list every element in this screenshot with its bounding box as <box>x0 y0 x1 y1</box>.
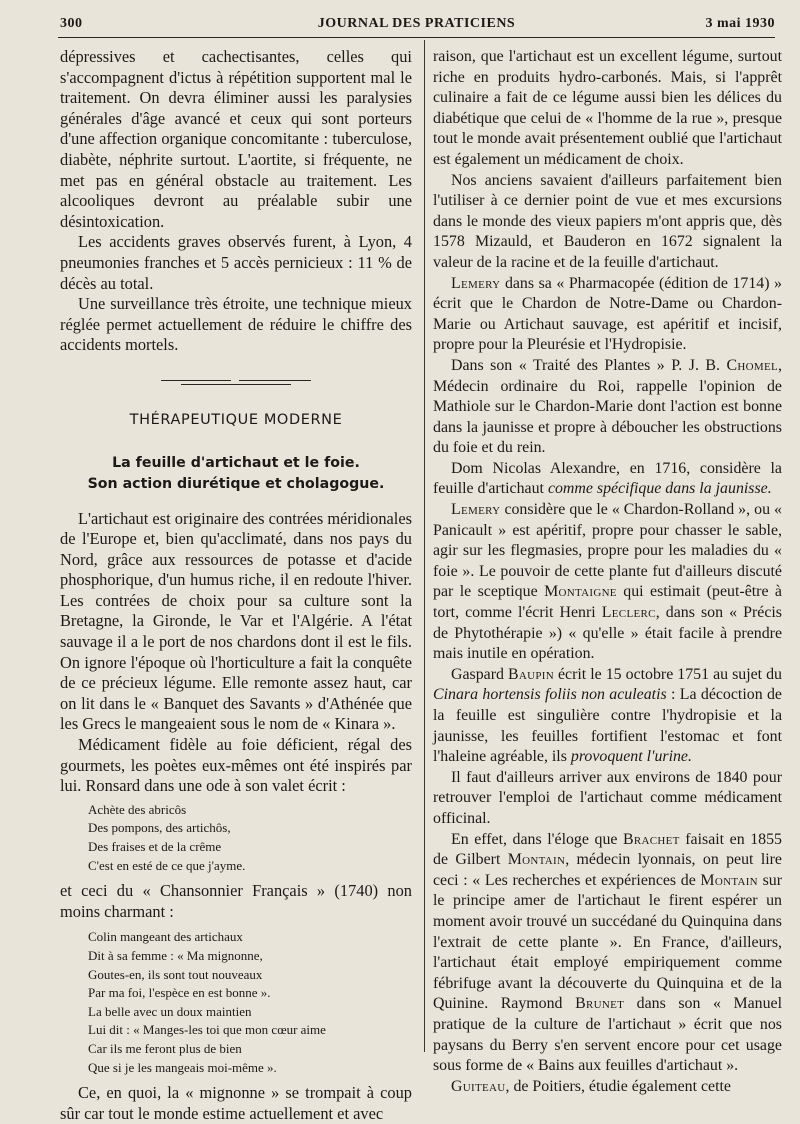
verse-ronsard <box>60 801 412 875</box>
text-run: , de Poitiers, étudie également cette <box>505 1077 731 1095</box>
author-name: Baupin <box>507 665 554 683</box>
paragraph: Nos anciens savaient d'ailleurs parfaitement bien l'utiliser à ce dernier point de vue et mes excursions dans le monde des vieux papiers m'ont appris que, dès 1578 Mizauld, et Bauderon en 1672 signalent la valeur de la racine et de la feuille d'artichaut. <box>433 171 782 271</box>
paragraph <box>433 500 782 665</box>
paragraph <box>433 356 782 459</box>
paragraph: L'artichaut est originaire des contrées méridionales de l'Europe et, bien qu'acclimaté, dans nos pays du Nord, grâce aux ressources de potasse et d'acide phosphorique, d'un humus riche, il en redoute l'hiver. Les contrées de choix pour sa culture sont la Bretagne, la Gironde, le Var et l'Algérie. A l'état sauvage il a le port de nos chardons dont il est le fils. On ignore l'époque où l'horticulture a fait la conquête de ce précieux légume. Elle remonte assez haut, car on lit dans le « Banquet des Savants » d'Athénée que les Grecs le mangeaient sous le nom de « Kinara ». <box>60 508 412 734</box>
verse-line: Lui dit : « Manges-les toi que mon cœur aime <box>88 1022 326 1038</box>
left-column <box>60 47 412 1124</box>
verse-line: Car ils me feront plus de bien <box>88 1040 242 1056</box>
text-run: Dom Nicolas Alexandre, en 1716, considère la feuille d'artichaut <box>433 459 782 498</box>
text-run: dans son « Manuel pratique de la culture de l'artichaut » écrit que nos paysans du Berry s'en servent encore pour cet usage sous forme de « Bains aux feuilles d'artichaut ». <box>433 995 782 1075</box>
section-ornament <box>161 378 311 386</box>
text-run: : La décoction de la feuille est singulière contre l'hydropisie et la jaunisse, les feuilles fortifient l'estomac et font l'haleine agréable, ils <box>433 686 782 766</box>
text-run: , dans son « Précis de Phytothérapie ») « qu'elle » était facile à prendre mais inutile en opération. <box>433 604 782 663</box>
article-title-line-2: Son action diurétique et cholagogue. <box>87 475 385 492</box>
text-run: qui estimait (peut-être à tort, comme l'écrit Henri <box>433 583 782 622</box>
issue-date: 3 mai 1930 <box>705 16 775 31</box>
page-header <box>58 14 775 36</box>
text-run: Dans son « Traité des Plantes » P. J. B. <box>451 356 727 374</box>
text-run: faisait en 1855 de Gilbert <box>433 830 782 869</box>
author-name: Lemery <box>451 274 501 292</box>
author-name: Chomel <box>726 356 779 374</box>
text-run: écrit le 15 octobre 1751 au sujet du <box>553 665 783 683</box>
italic-run: provoquent l'urine. <box>570 748 692 766</box>
paragraph: Une surveillance très étroite, une technique mieux réglée permet actuellement de réduire le chiffre des accidents mortels. <box>60 294 412 355</box>
author-name: Brunet <box>575 995 625 1013</box>
verse-line: Colin mangeant des artichaux <box>88 929 243 945</box>
paragraph <box>433 1077 782 1098</box>
verse-line: Des fraises et de la crême <box>88 839 222 854</box>
verse-chansonnier <box>60 928 412 1077</box>
text-run: , Médecin ordinaire du Roi, rappelle l'opinion de Mathiole sur le Chardon-Marie dont l'action est bonne dans la jaunisse et propre à déboucher les obstructions du foie et du rein. <box>433 356 782 457</box>
verse-line: Goutes-en, ils sont tout nouveaux <box>88 966 263 982</box>
verse-line: Achète des abricôs <box>88 801 187 817</box>
paragraph: Les accidents graves observés furent, à Lyon, 4 pneumonies franches et 5 accès pernicieux : 11 % de décès au total. <box>60 232 412 293</box>
paragraph <box>433 830 782 1077</box>
paragraph <box>433 665 782 768</box>
verse-line: Que si je les mangeais moi-même ». <box>88 1059 277 1075</box>
author-name: Montaigne <box>544 583 617 601</box>
paragraph: raison, que l'artichaut est un excellent légume, surtout riche en produits hydro-carbonés. Mais, si l'apprêt culinaire a fait de ce légume aussi bien les délices du diabétique que celui de « l'homme de la rue », presque tout le monde avait présentement oublié que l'artichaut est également un médicament de choix. <box>433 48 782 168</box>
author-name: Leclerc <box>601 604 656 622</box>
verse-line: Des pompons, des artichôs, <box>88 820 231 836</box>
author-name: Montain <box>507 851 566 869</box>
italic-run: comme spécifique dans la jaunisse. <box>547 480 772 498</box>
verse-line: C'est en esté de ce que j'ayme. <box>88 857 246 873</box>
section-heading: THÉRAPEUTIQUE MODERNE <box>129 411 343 428</box>
text-run: dans sa « Pharmacopée (édition de 1714) » écrit que le Chardon de Notre-Dame ou Chardon-Marie ou Artichaut sauvage, est apéritif et incisif, propre pour la Pleurésie et l'Hydropisie. <box>433 274 782 354</box>
article-title <box>60 453 412 495</box>
header-rule <box>58 37 775 38</box>
italic-run: Cinara hortensis foliis non aculeatis <box>433 686 667 704</box>
author-name: Lemery <box>451 501 501 519</box>
text-run: , médecin lyonnais, on peut lire ceci : « Les recherches et expériences de <box>433 851 782 889</box>
author-name: Montain <box>700 871 758 889</box>
column-divider <box>424 40 425 1052</box>
text-run: considère que le « Chardon-Rolland », ou « Panicault » est apéritif, propre pour chasser le sable, agir sur les flegmasies, propre pour les maladies du « foie ». Le pouvoir de cette plante fut d'ailleurs discuté par le sceptique <box>433 501 782 601</box>
right-column <box>433 47 782 1097</box>
text-run: sur le principe amer de l'artichaut le firent espérer un moment avoir trouvé un succédané du Quinquina dans l'extrait de cette plante ». En France, d'ailleurs, l'artichaut était employé empiriquement comme fébrifuge avant la découverte du Quinquina et de la Quinine. Raymond <box>433 871 782 1013</box>
journal-title: JOURNAL DES PRATICIENS <box>317 16 516 31</box>
verse-line: La belle avec un doux maintien <box>88 1003 252 1019</box>
paragraph: dépressives et cachectisantes, celles qui s'accompagnent d'ictus à répétition supportent mal le traitement. On devra éliminer aussi les paralysies générales d'âge avancé et ceux qui sont porteurs d'une affection organique concomitante : tuberculose, diabète, néphrite surtout. L'aortite, si fréquente, ne met pas en général obstacle au traitement. Les alcooliques devront au préalable subir une désintoxication. <box>60 47 412 231</box>
paragraph: Ce, en quoi, la « mignonne » se trompait à coup sûr car tout le monde estime actuellement et avec <box>60 1083 412 1123</box>
paragraph: Médicament fidèle au foie déficient, régal des gourmets, les poètes eux-mêmes ont été inspirés par lui. Ronsard dans une ode à son valet écrit : <box>60 735 412 796</box>
verse-line: Dit à sa femme : « Ma mignonne, <box>88 947 263 963</box>
article-title-line-1: La feuille d'artichaut et le foie. <box>112 454 360 471</box>
page-number: 300 <box>60 16 83 31</box>
paragraph <box>433 459 782 500</box>
text-run: Gaspard <box>451 665 508 683</box>
author-name: Guiteau <box>451 1077 506 1095</box>
author-name: Brachet <box>623 830 680 848</box>
verse-line: Par ma foi, l'espèce en est bonne ». <box>88 985 271 1001</box>
paragraph <box>433 274 782 356</box>
paragraph: et ceci du « Chansonnier Français » (1740) non moins charmant : <box>60 881 412 921</box>
text-run: En effet, dans l'éloge que <box>451 830 623 848</box>
paragraph: Il faut d'ailleurs arriver aux environs de 1840 pour retrouver l'emploi de l'artichaut comme médicament officinal. <box>433 768 782 827</box>
